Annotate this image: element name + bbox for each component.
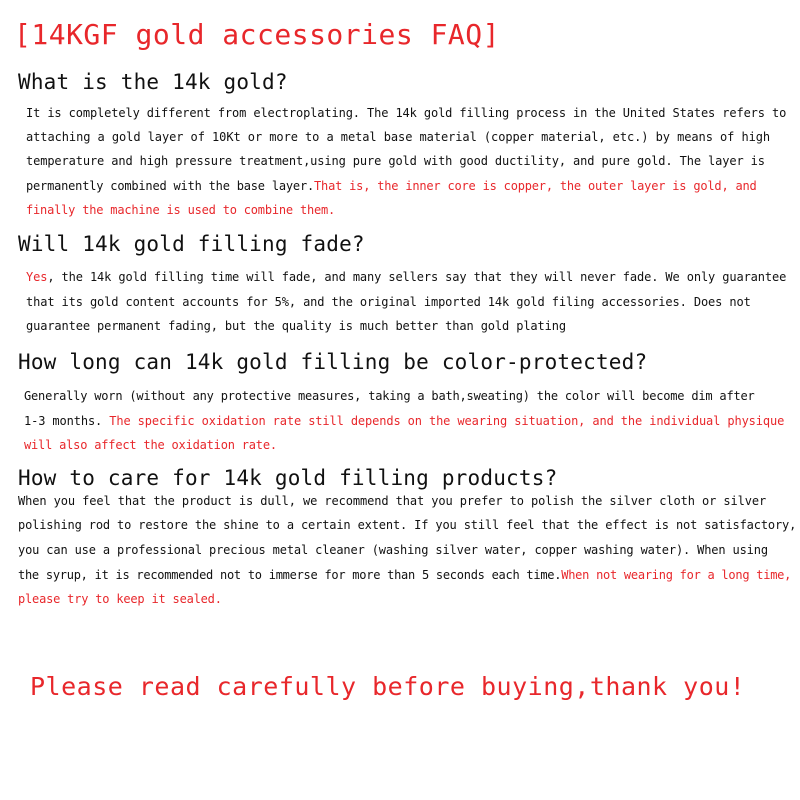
answer-line: 1-3 months. The specific oxidation rate still depends on the wearing situation, and the individual physique: [24, 414, 785, 428]
answer-line: guarantee permanent fading, but the quality is much better than gold plating: [26, 319, 566, 333]
answer-line: temperature and high pressure treatment,using pure gold with good ductility, and pure gold. The layer is: [26, 154, 765, 168]
question-heading: Will 14k gold filling fade?: [18, 232, 365, 256]
answer-line: will also affect the oxidation rate.: [24, 438, 277, 452]
answer-line: When you feel that the product is dull, we recommend that you prefer to polish the silver cloth or silver: [18, 494, 767, 508]
question-heading: How to care for 14k gold filling products?: [18, 466, 558, 490]
answer-line: you can use a professional precious metal cleaner (washing silver water, copper washing water). When using: [18, 543, 768, 557]
answer-line: attaching a gold layer of 10Kt or more to a metal base material (copper material, etc.) by means of high: [26, 130, 771, 144]
page-title: [14KGF gold accessories FAQ]: [14, 18, 501, 51]
answer-line: polishing rod to restore the shine to a certain extent. If you still feel that the effect is not satisfactory,: [18, 518, 797, 532]
answer-line: It is completely different from electroplating. The 14k gold filling process in the United States refers to: [26, 106, 787, 120]
closing-note: Please read carefully before buying,thank you!: [30, 672, 746, 701]
answer-line: Generally worn (without any protective measures, taking a bath,sweating) the color will become dim after: [24, 389, 755, 403]
answer-line: permanently combined with the base layer.That is, the inner core is copper, the outer layer is gold, and: [26, 179, 757, 193]
question-heading: How long can 14k gold filling be color-protected?: [18, 350, 648, 374]
answer-line: finally the machine is used to combine them.: [26, 203, 336, 217]
answer-line: the syrup, it is recommended not to immerse for more than 5 seconds each time.When not wearing for a long time,: [18, 568, 792, 582]
question-heading: What is the 14k gold?: [18, 70, 288, 94]
answer-line: please try to keep it sealed.: [18, 592, 222, 606]
answer-line: Yes, the 14k gold filling time will fade, and many sellers say that they will never fade. We only guarantee: [26, 270, 787, 284]
answer-line: that its gold content accounts for 5%, and the original imported 14k gold filing accessories. Does not: [26, 295, 751, 309]
